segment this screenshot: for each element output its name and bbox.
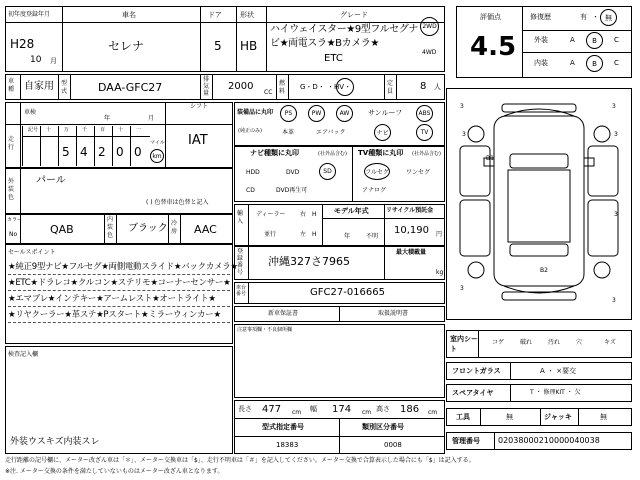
import-handle-r: H bbox=[312, 211, 317, 218]
navi-hdd: HDD bbox=[246, 169, 260, 176]
twowd-circle bbox=[420, 17, 439, 36]
exterior-label: 外装色 bbox=[8, 178, 15, 201]
import-dealer: ディーラー bbox=[256, 211, 286, 218]
max-load-unit: kg bbox=[436, 269, 444, 276]
car-type: 自家用 bbox=[24, 81, 54, 92]
registration-value: 沖縄327さ7965 bbox=[268, 255, 350, 268]
max-load-label: 最大積載量 bbox=[396, 249, 427, 256]
management-value: 02038000210000040038 bbox=[498, 436, 600, 445]
displacement-label: 排気量 bbox=[203, 76, 210, 97]
manual-label: 取扱説明書 bbox=[378, 310, 409, 317]
model-year-unit: 年 bbox=[344, 233, 351, 240]
dmg-mark-6: 3 bbox=[460, 285, 464, 292]
exterior-grade-b: B bbox=[592, 36, 597, 45]
equip-aw bbox=[336, 105, 353, 122]
equipment-label: 装備品に丸印 bbox=[237, 109, 274, 116]
mileage-digit: 0 bbox=[134, 145, 142, 159]
dmg-mark-4: 3 bbox=[614, 131, 618, 138]
registration-label: 登録番号 bbox=[237, 248, 244, 276]
chassis-value: GFC27-016665 bbox=[310, 287, 385, 298]
navi-cd: CD bbox=[246, 187, 255, 194]
chassis-label: 車台番号 bbox=[236, 285, 247, 297]
name-label: 車名 bbox=[122, 11, 136, 19]
fuel-label: 燃料 bbox=[279, 80, 286, 95]
front-right-wheel bbox=[594, 126, 610, 142]
color-no-label: No bbox=[9, 231, 18, 238]
front-glass-label: フロントガラス bbox=[452, 367, 501, 375]
repair-no: 無 bbox=[605, 13, 612, 22]
ac-value: AAC bbox=[194, 223, 217, 236]
height-value: 186 bbox=[400, 404, 420, 415]
right-rear-door bbox=[588, 200, 618, 256]
interior-seat-label: 室内シート bbox=[450, 335, 478, 353]
equip-pw bbox=[308, 105, 325, 122]
interior-grade-label: 内装 bbox=[534, 59, 548, 67]
equip-sunroof: サンルーフ bbox=[368, 109, 403, 117]
dmg-mark-b1: B1 bbox=[486, 155, 494, 162]
important-notes-label: 注意事項欄・不良個所欄 bbox=[237, 327, 293, 333]
capacity-unit: 人 bbox=[434, 83, 441, 91]
sales-points-label: セールスポイント bbox=[8, 249, 56, 256]
rear-right-wheel bbox=[594, 262, 610, 278]
tv-fullseg: フルセグ bbox=[365, 169, 389, 176]
navi-type-label: ナビ種類に丸印 bbox=[250, 149, 299, 157]
jack-value: 無 bbox=[600, 413, 607, 421]
interior-color-label: 内装色 bbox=[107, 216, 114, 239]
first-reg-month-unit: 月 bbox=[50, 57, 57, 65]
fuel-hv-circle bbox=[336, 78, 354, 96]
import-parallel: 並行 bbox=[264, 231, 277, 238]
equip-abs bbox=[416, 105, 433, 122]
model-year-unknown: 不明 bbox=[366, 233, 379, 240]
equip-ps-label: PS bbox=[284, 110, 293, 117]
km-unit: km bbox=[152, 152, 162, 160]
sales-point-line: ★純正9型ナビ★フルセグ★両側電動スライド★バックカメラ★ bbox=[8, 262, 238, 272]
type-no-value: 18383 bbox=[276, 441, 299, 449]
exterior-condition-note: 外装ウスキズ内装スレ bbox=[10, 437, 100, 447]
car-windshield bbox=[510, 154, 568, 168]
import-label: 輸入 bbox=[237, 210, 244, 225]
important-notes-block bbox=[234, 324, 445, 398]
type-no-label: 型式指定番号 bbox=[262, 423, 304, 431]
navi-type-sub: (社外品含む) bbox=[318, 151, 347, 157]
inspection-month: 月 bbox=[148, 115, 155, 122]
front-left-wheel bbox=[468, 126, 484, 142]
width-label: 幅 bbox=[310, 405, 317, 413]
class-no-value: 0008 bbox=[384, 441, 402, 449]
sales-point-line: ★エマブレ★インテキー★アームレスト★オートライト★ bbox=[8, 294, 216, 304]
left-front-door bbox=[460, 146, 490, 196]
model-year-label: モデル年式 bbox=[334, 207, 369, 215]
displacement-unit: CC bbox=[264, 89, 273, 96]
repair-yes: 有 bbox=[580, 13, 587, 21]
sales-point-line: ★リヤクーラー★革ステ★Pスタート★ミラーウィンカー★ bbox=[8, 310, 221, 320]
new-warranty-label: 新車保証書 bbox=[268, 310, 299, 317]
tools-label: 工具 bbox=[456, 413, 470, 421]
mileage-col-label: 百 bbox=[100, 127, 106, 133]
tools-value: 無 bbox=[506, 413, 513, 421]
displacement-value: 2000 bbox=[228, 81, 254, 92]
equip-pw-label: PW bbox=[311, 110, 322, 117]
shift-value: IAT bbox=[188, 133, 208, 148]
height-unit: cm bbox=[428, 409, 438, 416]
equip-leather: 本革 bbox=[282, 129, 295, 136]
seat-item: コゲ bbox=[492, 339, 505, 346]
interior-grade-a: A bbox=[570, 59, 575, 67]
rear-left-wheel bbox=[468, 262, 484, 278]
import-handle-l: H bbox=[312, 231, 317, 238]
right-mirror bbox=[584, 158, 594, 166]
navi-sd: SD bbox=[323, 168, 332, 175]
seat-item: 破れ bbox=[520, 339, 533, 346]
navi-dvd-play: DVD再生可 bbox=[276, 187, 308, 194]
shape-label: 形状 bbox=[240, 11, 254, 19]
length-value: 477 bbox=[262, 404, 282, 415]
equip-tv-label: TV bbox=[420, 129, 429, 136]
equipment-sub: (純正のみ) bbox=[238, 128, 262, 134]
twowd-label: 2WD bbox=[422, 23, 437, 30]
capacity-value: 8 bbox=[420, 81, 427, 92]
body-shape: HB bbox=[240, 39, 258, 53]
exterior-grade-c: C bbox=[614, 36, 619, 44]
mileage-col-label: 千 bbox=[82, 127, 88, 133]
first-reg-month: 10 bbox=[30, 55, 42, 65]
color-label: カラー bbox=[7, 217, 23, 223]
interior-grade-b-circle bbox=[586, 55, 603, 72]
shift-label: シフト bbox=[190, 103, 209, 110]
score-label: 評価点 bbox=[480, 13, 501, 21]
ac-label: 冷房 bbox=[171, 220, 178, 235]
car-roof bbox=[508, 170, 570, 242]
inspection-year: 年 bbox=[104, 115, 111, 122]
dmg-mark-1: 3 bbox=[460, 103, 464, 110]
import-left: 左 bbox=[300, 231, 307, 238]
interior-grade-b: B bbox=[592, 59, 597, 68]
length-label: 長さ bbox=[238, 405, 252, 413]
width-value: 174 bbox=[332, 404, 352, 415]
first-reg-year: H28 bbox=[10, 37, 35, 51]
repair-no-circle bbox=[600, 9, 617, 26]
dmg-mark-7: 3 bbox=[612, 297, 616, 304]
equip-airbag: エアバック bbox=[316, 129, 346, 136]
seat-item: キズ bbox=[604, 339, 616, 346]
grade-line3: ETC bbox=[324, 53, 343, 64]
repair-sep: ・ bbox=[592, 13, 599, 21]
left-rear-door bbox=[460, 200, 490, 256]
equip-navi bbox=[374, 124, 391, 141]
front-glass-value: A ・ ×要交 bbox=[540, 367, 577, 375]
tv-fullseg-circle bbox=[364, 163, 390, 180]
spare-tire-value: T ・ 修理KIT ・ 欠 bbox=[530, 389, 581, 396]
inspection-label: 車検 bbox=[24, 109, 37, 116]
capacity-label: 定員 bbox=[387, 80, 394, 95]
footer-line1: 走行距離の記号欄に、メーター改ざん車は「＊」、メーター交換車は「$」、走行不明車は「＃」を記入してください。メーター交換で合算表示した場合にも「$」は記入する。 bbox=[5, 457, 475, 464]
front-bumper bbox=[502, 104, 576, 112]
spare-tire-label: スペアタイヤ bbox=[452, 389, 494, 397]
management-label: 管理番号 bbox=[452, 437, 480, 445]
sales-point-line: ★ETC★ドラレコ★クルコン★ステリモ★コーナーセンサー★ bbox=[8, 278, 231, 288]
import-right: 右 bbox=[300, 211, 307, 218]
car-rear-window bbox=[510, 244, 568, 256]
seat-item: 汚れ bbox=[548, 339, 561, 346]
mileage-col-label: 一 bbox=[136, 127, 142, 133]
car-diagram bbox=[446, 88, 632, 320]
grade-label: グレード bbox=[340, 11, 368, 19]
exterior-note: ( ) 色替車は色替と記入 bbox=[146, 199, 209, 206]
recycle-value: 10,190 bbox=[394, 225, 429, 236]
model-label: 型式 bbox=[61, 80, 68, 95]
seat-item: 穴 bbox=[576, 339, 583, 346]
equip-navi-label: ナビ bbox=[376, 130, 389, 137]
km-circle bbox=[150, 149, 164, 163]
footer-line2: ※注. メーター交換の条件を満たしていないものはメーター改ざん車となります。 bbox=[5, 468, 224, 475]
grade-line1: ハイウェイスター★9型フルセグナ bbox=[270, 24, 419, 35]
mileage-digit: 2 bbox=[98, 145, 106, 159]
mileage-digit: 4 bbox=[80, 145, 88, 159]
exterior-grade-label: 外装 bbox=[534, 36, 548, 44]
mileage-digit: 0 bbox=[116, 145, 124, 159]
first-reg-label: 初年度登録年月 bbox=[8, 11, 51, 18]
equip-ps bbox=[280, 105, 297, 122]
tv-oneseg: ワンセグ bbox=[406, 169, 431, 176]
car-type-label: 車種 bbox=[8, 78, 15, 93]
interior-grade-c: C bbox=[614, 59, 619, 67]
vehicle-row bbox=[5, 74, 445, 100]
mileage-digit: 5 bbox=[62, 145, 70, 159]
right-front-door bbox=[588, 146, 618, 196]
exterior-color: パール bbox=[36, 175, 66, 186]
length-unit: cm bbox=[292, 409, 302, 416]
navi-dvd: DVD bbox=[286, 169, 300, 176]
mile-unit: マイル bbox=[150, 140, 165, 146]
navi-sd-circle bbox=[319, 163, 336, 180]
class-no-label: 類別区分番号 bbox=[362, 423, 404, 431]
dmg-mark-2: 3 bbox=[612, 103, 616, 110]
repair-label: 修復歴 bbox=[530, 13, 551, 21]
exterior-grade-b-circle bbox=[586, 32, 603, 49]
header-block bbox=[5, 6, 445, 72]
model-value: DAA-GFC27 bbox=[98, 81, 163, 94]
dmg-mark-5: 3 bbox=[614, 211, 618, 218]
recycle-label: リサイクル預託金 bbox=[386, 207, 434, 214]
height-label: 高さ bbox=[376, 405, 390, 413]
dmg-mark-b2: B2 bbox=[540, 267, 548, 274]
grade-line2: ビ★両電スラ★Bカメラ★ bbox=[270, 38, 379, 49]
car-name: セレナ bbox=[108, 39, 145, 53]
tv-type-sub: (社外品含む) bbox=[412, 151, 441, 157]
interior-color: ブラック bbox=[128, 223, 168, 234]
jack-label: ジャッキ bbox=[544, 413, 572, 421]
inspector-label: 検査記入欄 bbox=[8, 351, 39, 358]
color-code: QAB bbox=[50, 223, 74, 236]
tv-analog: アナログ bbox=[362, 187, 387, 194]
equip-abs-label: ABS bbox=[418, 110, 431, 117]
exterior-grade-a: A bbox=[570, 36, 575, 44]
equip-aw-label: AW bbox=[339, 110, 350, 117]
score-value: 4.5 bbox=[470, 32, 517, 62]
fourwd-label: 4WD bbox=[422, 49, 437, 56]
recycle-yen: 円 bbox=[436, 231, 443, 238]
mileage-col-label: 万 bbox=[64, 127, 70, 133]
mileage-col-label: 記号 bbox=[28, 127, 39, 133]
equip-tv bbox=[416, 124, 433, 141]
mileage-label: 走行 bbox=[8, 136, 15, 151]
tv-type-label: TV種類に丸印 bbox=[358, 149, 404, 157]
door-label: ドア bbox=[208, 11, 222, 19]
mileage-col-label: 十 bbox=[118, 127, 124, 133]
door-count: 5 bbox=[214, 39, 222, 53]
mileage-col-label: 十 bbox=[46, 127, 52, 133]
dmg-mark-3: 3 bbox=[462, 131, 466, 138]
fuel-value: G・D・ ・HV・ bbox=[300, 83, 352, 91]
width-unit: cm bbox=[362, 409, 372, 416]
